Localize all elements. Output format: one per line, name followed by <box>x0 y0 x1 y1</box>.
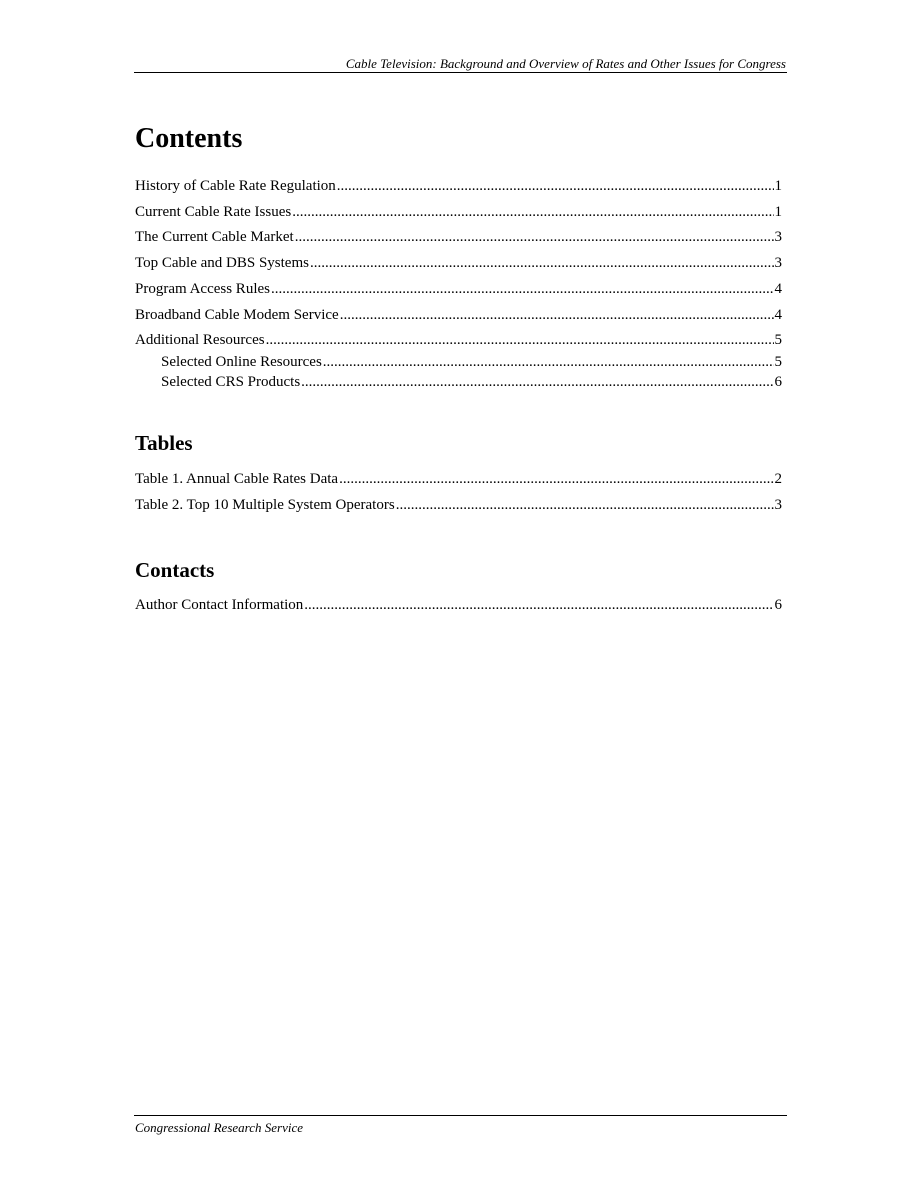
toc-entry[interactable] <box>135 496 782 514</box>
dot-leader <box>396 496 774 514</box>
toc-entry-page: 5 <box>774 354 782 370</box>
dot-leader <box>295 228 774 246</box>
dot-leader <box>271 280 774 298</box>
toc-entry-page: 3 <box>774 255 782 271</box>
toc-entry-page: 4 <box>774 281 782 297</box>
tables-heading: Tables <box>135 431 193 455</box>
header-rule <box>134 72 787 73</box>
footer-rule <box>134 1115 787 1116</box>
toc-entry-text: History of Cable Rate Regulation <box>135 178 336 194</box>
toc-subentry[interactable] <box>161 353 782 371</box>
toc-entry[interactable] <box>135 228 782 246</box>
toc-entry[interactable] <box>135 203 782 221</box>
toc-entry-text: Additional Resources <box>135 332 265 348</box>
toc-entry-text: Selected CRS Products <box>161 374 301 390</box>
toc-entry-text: Table 2. Top 10 Multiple System Operators <box>135 497 395 513</box>
dot-leader <box>266 331 774 349</box>
toc-entry-text: Table 1. Annual Cable Rates Data <box>135 471 339 487</box>
toc-subentry[interactable] <box>161 373 782 391</box>
dot-leader <box>292 203 773 221</box>
dot-leader <box>301 373 773 391</box>
toc-entry-text: Program Access Rules <box>135 281 270 297</box>
toc-entry[interactable] <box>135 331 782 349</box>
toc-entry-page: 1 <box>774 178 782 194</box>
contacts-heading: Contacts <box>135 558 215 582</box>
toc-entry[interactable] <box>135 177 782 195</box>
toc-entry-text: Current Cable Rate Issues <box>135 204 292 220</box>
toc-entry-page: 3 <box>774 229 782 245</box>
running-footer: Congressional Research Service <box>135 1120 303 1135</box>
toc-entry[interactable] <box>135 306 782 324</box>
toc-entry-page: 4 <box>774 307 782 323</box>
toc-entry-page: 6 <box>774 374 782 390</box>
toc-entry-page: 3 <box>774 497 782 513</box>
dot-leader <box>339 470 773 488</box>
toc-entry[interactable] <box>135 254 782 272</box>
toc-entry[interactable] <box>135 470 782 488</box>
toc-entry[interactable] <box>135 280 782 298</box>
toc-entry-page: 6 <box>774 597 782 613</box>
dot-leader <box>337 177 774 195</box>
contents-heading: Contents <box>135 123 243 154</box>
toc-entry-page: 2 <box>774 471 782 487</box>
toc-entry-text: The Current Cable Market <box>135 229 294 245</box>
toc-entry-text: Selected Online Resources <box>161 354 322 370</box>
toc-entry-text: Author Contact Information <box>135 597 304 613</box>
dot-leader <box>310 254 774 272</box>
dot-leader <box>340 306 774 324</box>
toc-entry-page: 5 <box>774 332 782 348</box>
dot-leader <box>323 353 774 371</box>
running-header: Cable Television: Background and Overview of Rates and Other Issues for Congress <box>345 56 786 71</box>
toc-entry[interactable] <box>135 596 782 614</box>
toc-entry-text: Top Cable and DBS Systems <box>135 255 309 271</box>
dot-leader <box>304 596 773 614</box>
toc-entry-page: 1 <box>774 204 782 220</box>
toc-entry-text: Broadband Cable Modem Service <box>135 307 339 323</box>
